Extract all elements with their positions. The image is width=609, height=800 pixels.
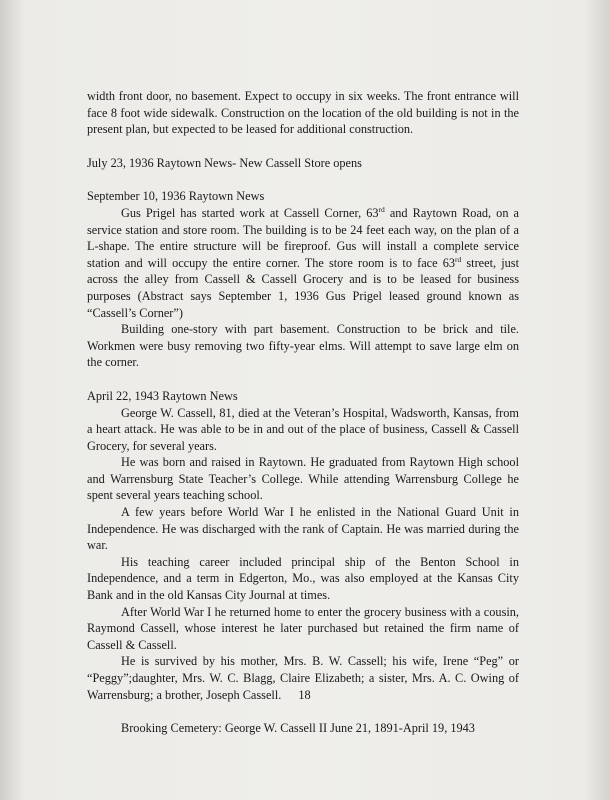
paragraph-building: Building one-story with part basement. Construction to be brick and tile. Workmen were busy removing two fifty-year elms. Will attempt to save large elm on the corner. xyxy=(87,322,519,370)
text-segment: and Raytown Road, on a service station and store room. The building is to be 24 feet each way, on the plan of a L-shape. The entire structure will be fireproof. Gus will install a complete service station and will occupy the entire corner. The store room is to face 63 xyxy=(87,205,519,270)
paragraph-cemetery: Brooking Cemetery: George W. Cassell II June 21, 1891-April 19, 1943 xyxy=(121,721,475,736)
paragraph-gus-prigel xyxy=(87,205,519,321)
heading-september-1936: September 10, 1936 Raytown News xyxy=(87,189,265,204)
paragraph-education: He was born and raised in Raytown. He graduated from Raytown High school and Warrensburg State Teacher’s College. While attending Warrensburg College he spent several years teaching school. xyxy=(87,455,519,503)
paragraph-grocery: After World War I he returned home to enter the grocery business with a cousin, Raymond Cassell, whose interest he later purchased but retained the firm name of Cassell & Cassell. xyxy=(87,604,519,652)
paragraph-continuation: width front door, no basement. Expect to occupy in six weeks. The front entrance will face 8 foot wide sidewalk. Construction on the location of the old building is not in the present plan, but expected to be leased for additional construction. xyxy=(87,89,519,137)
paragraph-obituary: George W. Cassell, 81, died at the Veteran’s Hospital, Wadsworth, Kansas, from a heart attack. He was able to be in and out of the place of business, Cassell & Cassell Grocery, for several years. xyxy=(87,405,519,453)
text-segment: Gus Prigel has started work at Cassell Corner, 63 xyxy=(121,205,379,220)
paragraph-military: A few years before World War I he enlisted in the National Guard Unit in Independence. He was discharged with the rank of Captain. He was married during the war. xyxy=(87,505,519,553)
heading-april-1943: April 22, 1943 Raytown News xyxy=(87,388,238,403)
page-number: 18 xyxy=(298,688,311,702)
document-body xyxy=(87,88,519,737)
paragraph-teaching: His teaching career included principal ship of the Benton School in Independence, and a term in Edgerton, Mo., was also employed at the Kansas City Bank and in the old Kansas City Journal at times. xyxy=(87,554,519,603)
heading-july-1936: July 23, 1936 Raytown News- New Cassell Store opens xyxy=(87,155,362,170)
superscript: rd xyxy=(455,254,462,264)
paragraph-survivors: He is survived by his mother, Mrs. B. W. Cassell; his wife, Irene “Peg” or “Peggy”;daughter, Mrs. W. C. Blagg, Claire Elizabeth; a sister, Mrs. A. C. Owing of Warrensburg; a brother, Joseph Cassell. xyxy=(87,654,519,702)
superscript: rd xyxy=(378,204,385,214)
text-segment: street, just across the alley from Cassell & Cassell Grocery and is to be leased for business purposes (Abstract says September 1, 1936 Gus Prigel leased ground known as “Cassell’s Corner”) xyxy=(87,255,519,320)
